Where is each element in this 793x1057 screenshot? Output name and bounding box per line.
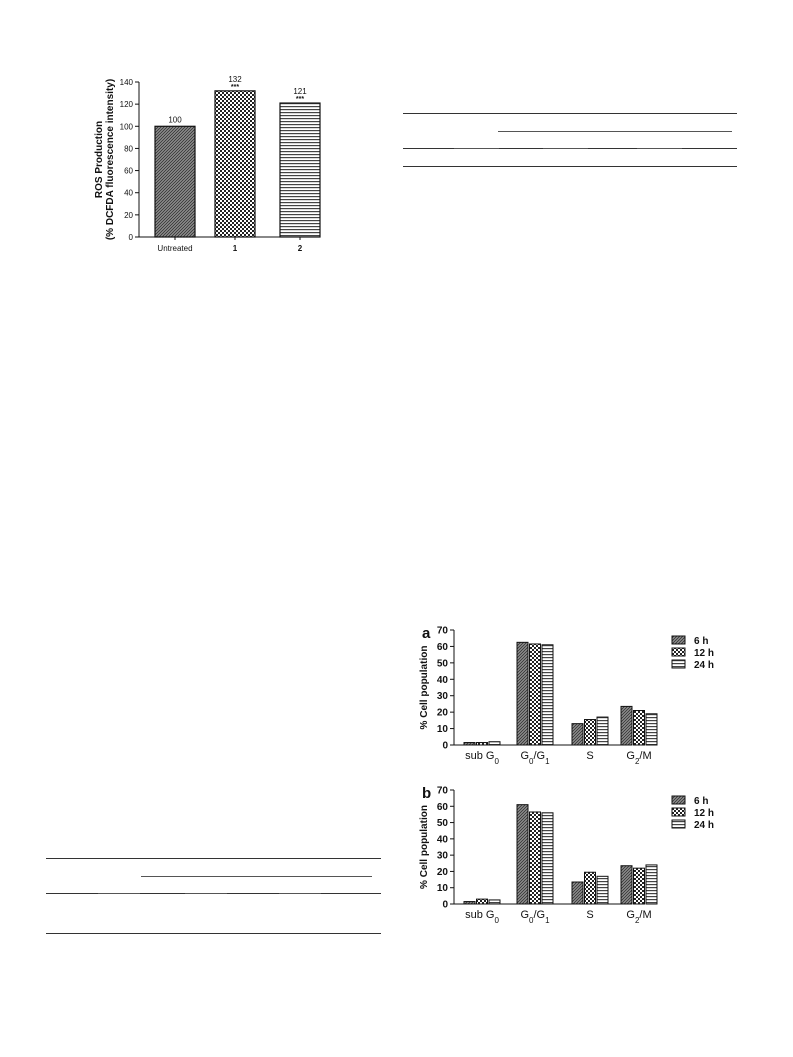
panel-label: a bbox=[422, 625, 431, 642]
bar-12h bbox=[477, 743, 488, 745]
cell-cycle-chart-b bbox=[410, 770, 740, 930]
x-tick-label: $G_0/G_1$ bbox=[520, 909, 550, 925]
table-bottom-rule-left bbox=[46, 933, 381, 934]
data-label: 100 bbox=[168, 115, 182, 125]
bar-6h bbox=[464, 743, 475, 745]
panel-label: b bbox=[422, 785, 432, 802]
bar-12h bbox=[634, 711, 645, 746]
y-tick-label: 100 bbox=[119, 122, 133, 132]
table-sub-rule-right-2 bbox=[543, 148, 588, 149]
bar-untreated bbox=[155, 126, 195, 237]
y-tick-label: 30 bbox=[436, 850, 448, 862]
bar-6h bbox=[517, 642, 528, 745]
data-label: 132 bbox=[228, 74, 242, 84]
y-tick-label: 0 bbox=[442, 740, 448, 752]
bar-6h bbox=[464, 902, 475, 904]
cell-cycle-chart-a bbox=[410, 615, 740, 765]
table-group-rule-right bbox=[498, 131, 732, 132]
table-group-rule-left bbox=[141, 876, 372, 877]
x-tick-label: S bbox=[586, 750, 594, 762]
x-tick-label: S bbox=[586, 909, 594, 921]
y-tick-label: 60 bbox=[124, 166, 133, 176]
x-tick-label: $G_2/M$ bbox=[626, 750, 652, 765]
bar-24h bbox=[489, 900, 500, 904]
legend-label: 6 h bbox=[694, 636, 709, 647]
x-tick-label: sub $G_0$ bbox=[465, 750, 499, 765]
y-tick-label: 50 bbox=[436, 658, 448, 670]
significance-marker: *** bbox=[295, 96, 305, 104]
legend-label: 12 h bbox=[694, 648, 715, 659]
y-tick-label: 30 bbox=[436, 691, 448, 703]
legend-swatch bbox=[672, 660, 685, 668]
legend-label: 6 h bbox=[694, 796, 709, 807]
bar-24h bbox=[489, 742, 500, 745]
y-axis-label bbox=[419, 646, 430, 730]
y-tick-label: 40 bbox=[124, 188, 133, 198]
y-tick-label: 0 bbox=[442, 899, 448, 911]
bar-24h bbox=[597, 717, 608, 745]
bar-12h bbox=[530, 644, 541, 745]
y-tick-label: 20 bbox=[436, 866, 448, 878]
legend-label: 24 h bbox=[694, 820, 715, 831]
y-tick-label: 40 bbox=[436, 834, 448, 846]
bar-12h bbox=[585, 872, 596, 904]
table-sub-rule-right-1 bbox=[454, 148, 499, 149]
y-tick-label: 0 bbox=[128, 233, 133, 242]
y-axis-label-line2: (% DCFDA fluorescence intensity) bbox=[105, 78, 116, 241]
y-axis-label-line1: ROS Production bbox=[94, 120, 105, 199]
y-tick-label: 70 bbox=[436, 785, 448, 797]
table-sub-rule-left-1 bbox=[98, 893, 140, 894]
bar-12h bbox=[477, 899, 488, 904]
bar-24h bbox=[646, 865, 657, 904]
table-bottom-rule-right bbox=[403, 166, 737, 167]
ros-production-chart bbox=[80, 70, 330, 265]
bar-1 bbox=[215, 91, 255, 237]
y-tick-label: 10 bbox=[436, 724, 448, 736]
x-tick-label: $G_0/G_1$ bbox=[520, 750, 550, 765]
x-tick-label: Untreated bbox=[157, 244, 193, 253]
bar-2 bbox=[280, 103, 320, 237]
legend-label: 24 h bbox=[694, 660, 715, 671]
bar-24h bbox=[646, 714, 657, 745]
x-tick-label: 1 bbox=[232, 244, 238, 253]
y-axis-label bbox=[94, 79, 116, 240]
x-tick-label: $G_2/M$ bbox=[626, 909, 652, 925]
table-top-rule-left bbox=[46, 858, 381, 859]
bar-24h bbox=[542, 813, 553, 904]
bar-6h bbox=[621, 866, 632, 904]
y-axis-label bbox=[419, 805, 430, 889]
legend-swatch bbox=[672, 636, 685, 644]
table-sub-rule-left-3 bbox=[279, 893, 321, 894]
bar-6h bbox=[572, 724, 583, 745]
y-tick-label: 60 bbox=[436, 801, 448, 813]
y-tick-label: 20 bbox=[436, 707, 448, 719]
legend-swatch bbox=[672, 820, 685, 828]
y-axis-label-text: % Cell population bbox=[419, 645, 430, 730]
y-tick-label: 60 bbox=[436, 641, 448, 653]
y-tick-label: 80 bbox=[124, 144, 133, 154]
bar-6h bbox=[621, 706, 632, 745]
table-top-rule-right bbox=[403, 113, 737, 114]
bar-24h bbox=[542, 645, 553, 745]
y-tick-label: 50 bbox=[436, 818, 448, 830]
table-sub-rule-left-2 bbox=[185, 893, 227, 894]
y-tick-label: 140 bbox=[119, 78, 133, 87]
bar-12h bbox=[530, 812, 541, 904]
legend-label: 12 h bbox=[694, 808, 715, 819]
x-tick-label: 2 bbox=[297, 244, 303, 253]
y-axis-label-text: % Cell population bbox=[419, 805, 430, 889]
y-tick-label: 40 bbox=[436, 674, 448, 686]
x-tick-label: sub $G_0$ bbox=[465, 909, 499, 925]
significance-marker: *** bbox=[230, 83, 240, 91]
y-tick-label: 20 bbox=[124, 210, 133, 220]
legend-swatch bbox=[672, 808, 685, 816]
bar-6h bbox=[572, 882, 583, 904]
y-tick-label: 10 bbox=[436, 883, 448, 895]
data-label: 121 bbox=[293, 87, 307, 97]
y-tick-label: 120 bbox=[119, 100, 133, 110]
bar-6h bbox=[517, 805, 528, 904]
bar-24h bbox=[597, 876, 608, 904]
y-tick-label: 70 bbox=[436, 625, 448, 637]
bar-12h bbox=[585, 720, 596, 745]
table-sub-rule-right-3 bbox=[637, 148, 682, 149]
legend-swatch bbox=[672, 648, 685, 656]
bar-12h bbox=[634, 868, 645, 904]
legend-swatch bbox=[672, 796, 685, 804]
